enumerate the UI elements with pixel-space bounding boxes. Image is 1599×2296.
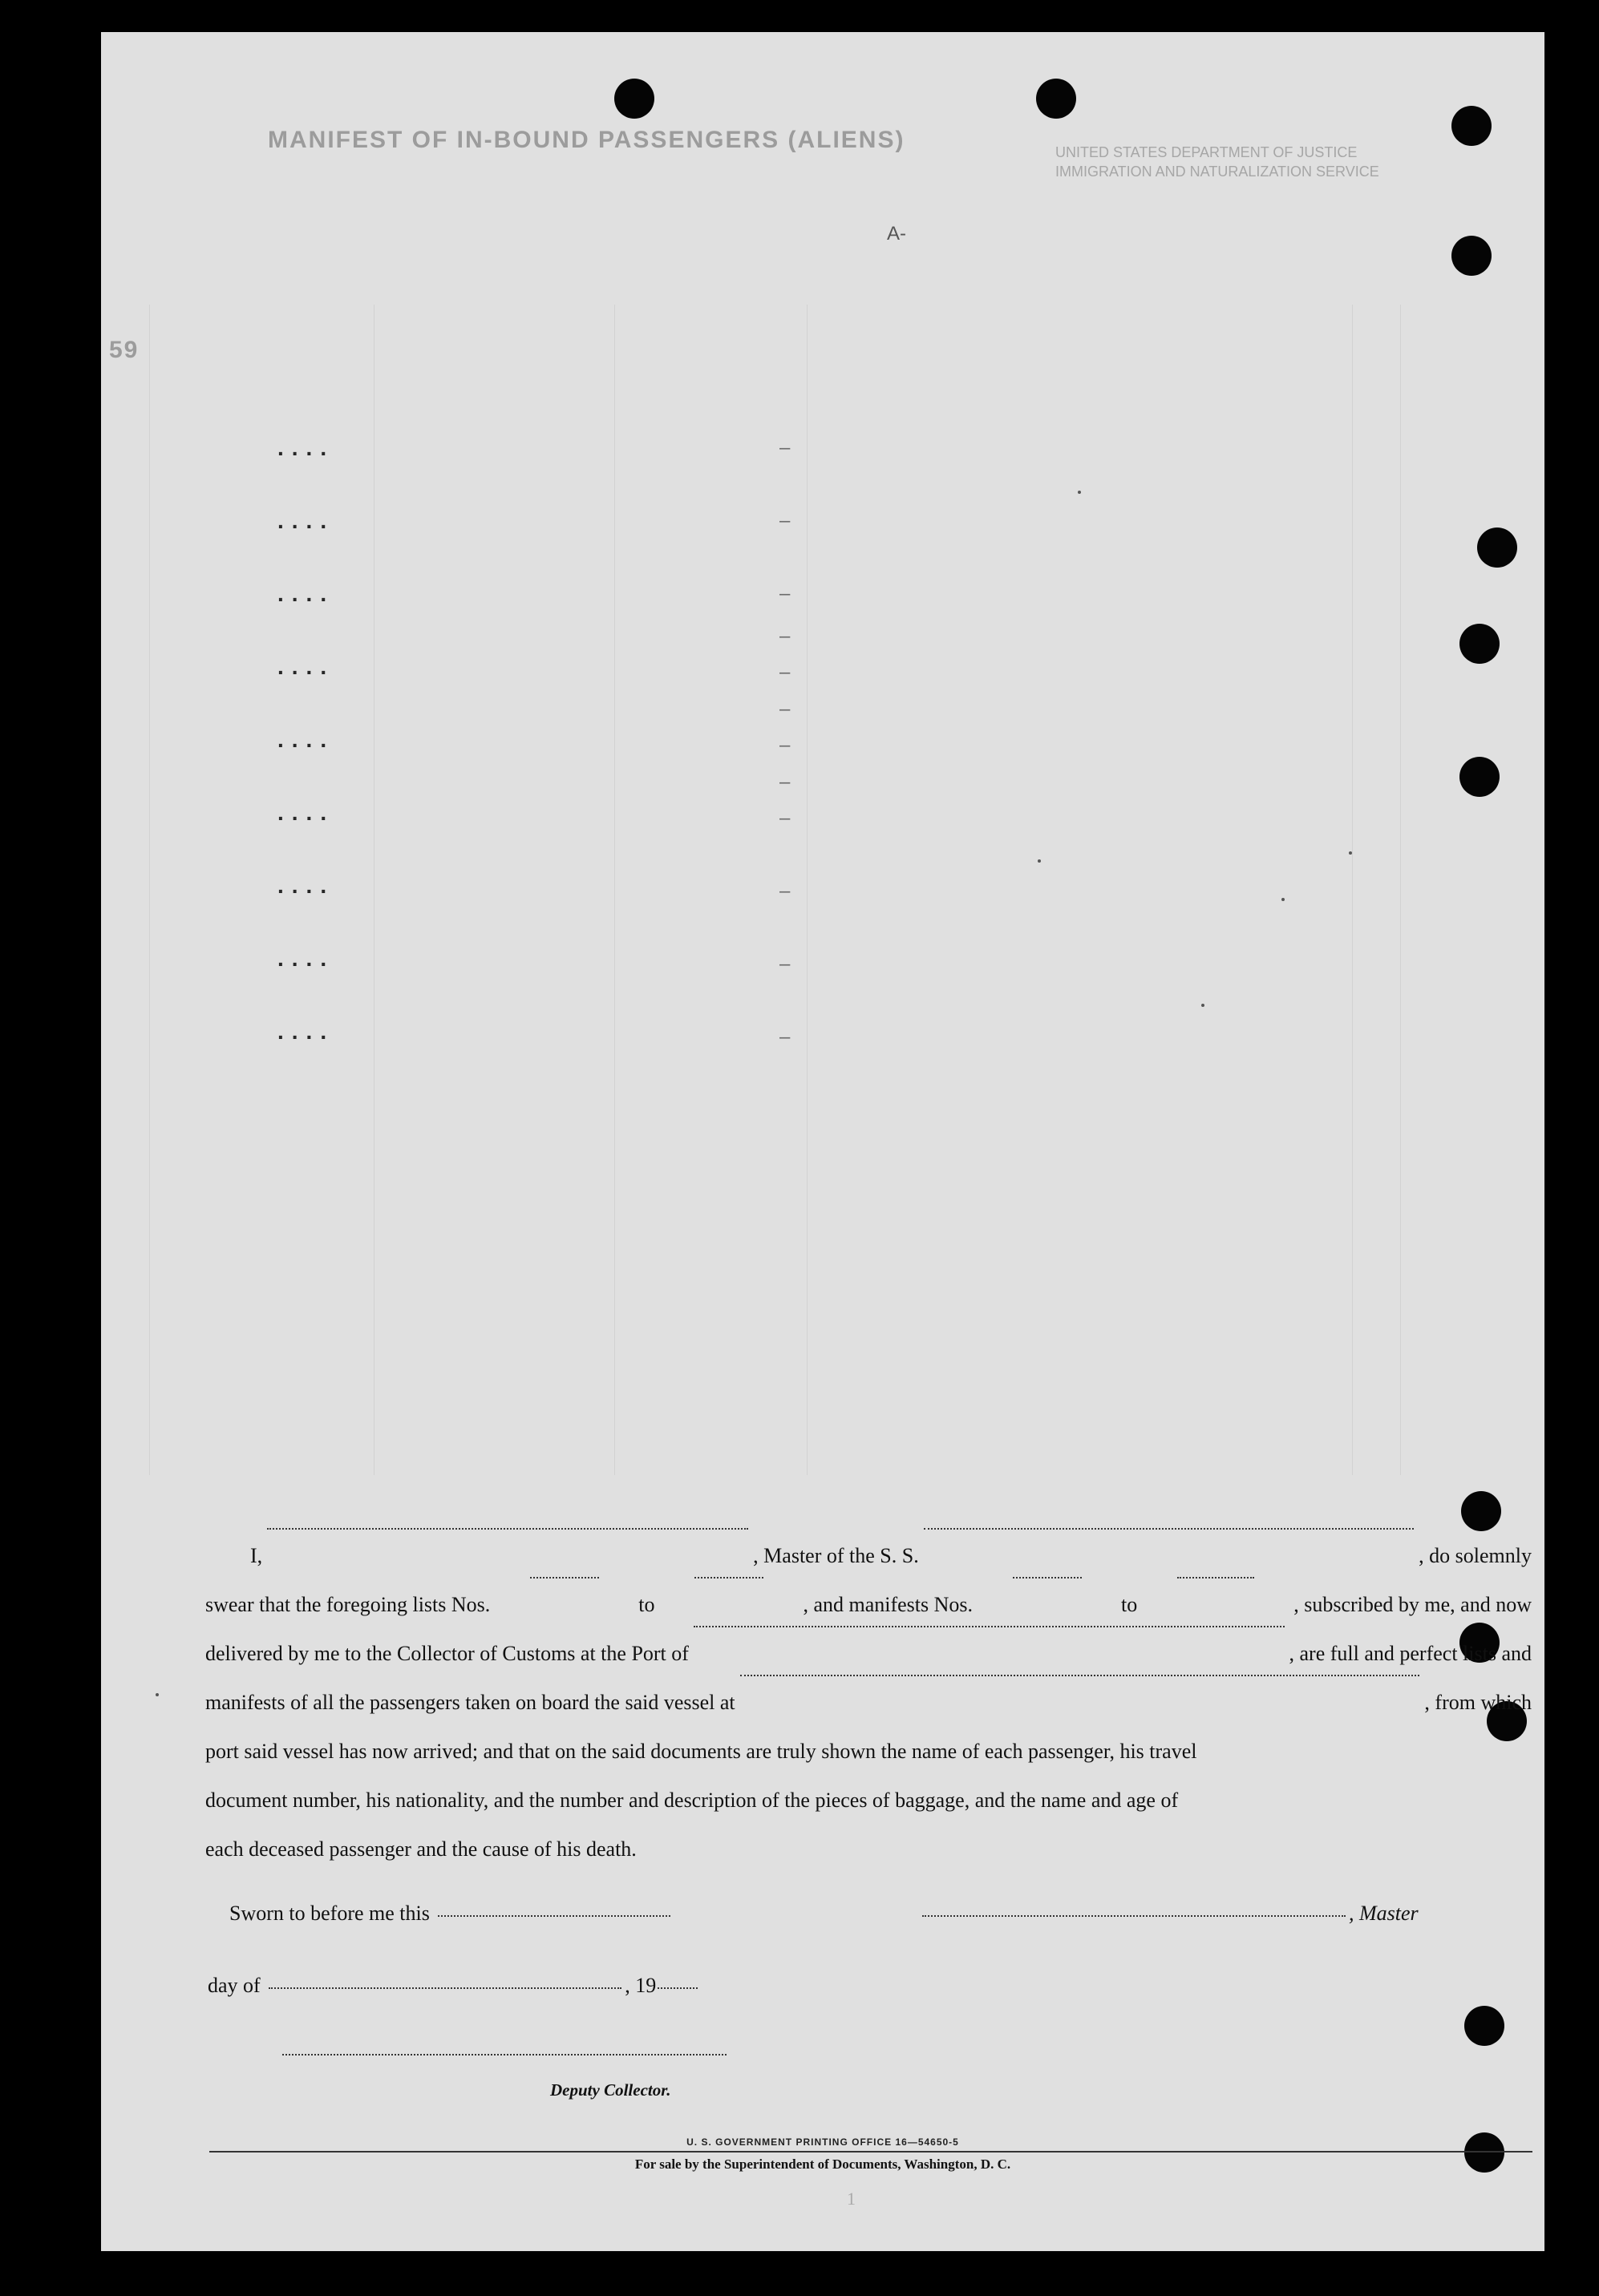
declaration-line: document number, his nationality, and the number and description of the pieces of baggage, and the name and age of <box>205 1789 1179 1812</box>
speck <box>1349 851 1352 855</box>
speck <box>1201 1004 1204 1007</box>
punch-hole <box>1451 106 1492 146</box>
declaration-line: each deceased passenger and the cause of his death. <box>205 1837 637 1861</box>
printing-office-imprint: U. S. GOVERNMENT PRINTING OFFICE 16—54650-5 <box>686 2136 959 2148</box>
punch-hole <box>1477 528 1517 568</box>
dot-leader: .... <box>277 800 335 825</box>
ghost-column-rule <box>807 305 808 1475</box>
speck <box>1078 491 1081 494</box>
dot-leader: .... <box>277 727 335 752</box>
ghost-column-rule <box>614 305 615 1475</box>
dot-leader: .... <box>277 873 335 898</box>
ghost-dept: UNITED STATES DEPARTMENT OF JUSTICE <box>1055 144 1358 160</box>
speck <box>1281 898 1285 901</box>
declaration-line: port said vessel has now arrived; and that on the said documents are truly shown the name of each passenger, his travel <box>205 1740 1197 1763</box>
manifest-no-from-field[interactable] <box>1013 1577 1082 1578</box>
dash-mark: – <box>779 583 791 604</box>
footer-rule <box>209 2151 1532 2152</box>
month-field[interactable] <box>269 1987 621 1989</box>
ghost-column-rule <box>1352 305 1353 1475</box>
ghost-service: IMMIGRATION AND NATURALIZATION SERVICE <box>1055 164 1379 180</box>
ghost-page-number: 59 <box>109 337 140 363</box>
dash-mark: – <box>779 771 791 793</box>
manifest-page <box>101 32 1544 2251</box>
dash-mark: – <box>779 625 791 647</box>
ghost-title: MANIFEST OF IN-BOUND PASSENGERS (ALIENS) <box>268 127 905 153</box>
deputy-signature-field[interactable] <box>282 2054 727 2055</box>
ship-name-field[interactable] <box>924 1528 1414 1530</box>
dash-mark: – <box>779 1026 791 1048</box>
sworn-date-field[interactable] <box>438 1915 670 1917</box>
list-no-from-field[interactable] <box>530 1577 599 1578</box>
speck <box>1038 859 1041 863</box>
dash-mark: – <box>779 880 791 902</box>
master-name-field[interactable] <box>267 1528 748 1530</box>
dash-mark: – <box>779 807 791 829</box>
punch-hole <box>1464 2006 1504 2046</box>
port-of-arrival-field[interactable] <box>694 1626 1285 1627</box>
ghost-column-rule <box>1400 305 1401 1475</box>
day-of-line: day of , 19 <box>208 1974 701 1998</box>
master-signature-line: , Master <box>919 1902 1419 1926</box>
year-field[interactable] <box>658 1987 698 1989</box>
punch-hole <box>1036 79 1076 119</box>
manifest-no-to-field[interactable] <box>1177 1577 1254 1578</box>
dash-mark: – <box>779 734 791 756</box>
master-signature-field[interactable] <box>922 1915 1346 1917</box>
dot-leader: .... <box>277 654 335 679</box>
ghost-list-code: A- <box>887 223 906 245</box>
punch-hole <box>1451 236 1492 276</box>
speck <box>156 1693 159 1696</box>
dash-mark: – <box>779 953 791 975</box>
deputy-signature-line <box>279 2040 730 2064</box>
punch-hole <box>1459 757 1500 797</box>
ghost-column-rule <box>149 305 150 1475</box>
port-of-departure-field[interactable] <box>740 1675 1420 1676</box>
declaration-line: I, , Master of the S. S. , do solemnly <box>205 1531 1532 1580</box>
dash-mark: – <box>779 510 791 532</box>
sworn-line: Sworn to before me this <box>229 1902 674 1926</box>
punch-hole <box>1461 1491 1501 1531</box>
declaration-line: delivered by me to the Collector of Customs at the Port of , are full and perfect lists and <box>205 1629 1532 1678</box>
declaration-line: swear that the foregoing lists Nos. to , and manifests Nos. to , subscribed by me, and now <box>205 1580 1532 1629</box>
dash-mark: – <box>779 437 791 459</box>
dot-leader: .... <box>277 946 335 971</box>
deputy-collector-label: Deputy Collector. <box>550 2080 671 2100</box>
punch-hole <box>614 79 654 119</box>
punch-hole <box>1459 624 1500 664</box>
dot-leader: .... <box>277 435 335 460</box>
master-declaration <box>205 1531 1532 1874</box>
dash-mark: – <box>779 661 791 683</box>
declaration-line: manifests of all the passengers taken on board the said vessel at , from which <box>205 1678 1532 1727</box>
stray-mark: 1 <box>847 2189 856 2209</box>
sale-notice: For sale by the Superintendent of Documents, Washington, D. C. <box>634 2157 1011 2172</box>
dot-leader: .... <box>277 581 335 606</box>
list-no-to-field[interactable] <box>694 1577 763 1578</box>
dot-leader: .... <box>277 1019 335 1044</box>
dot-leader: .... <box>277 508 335 533</box>
dash-mark: – <box>779 698 791 720</box>
